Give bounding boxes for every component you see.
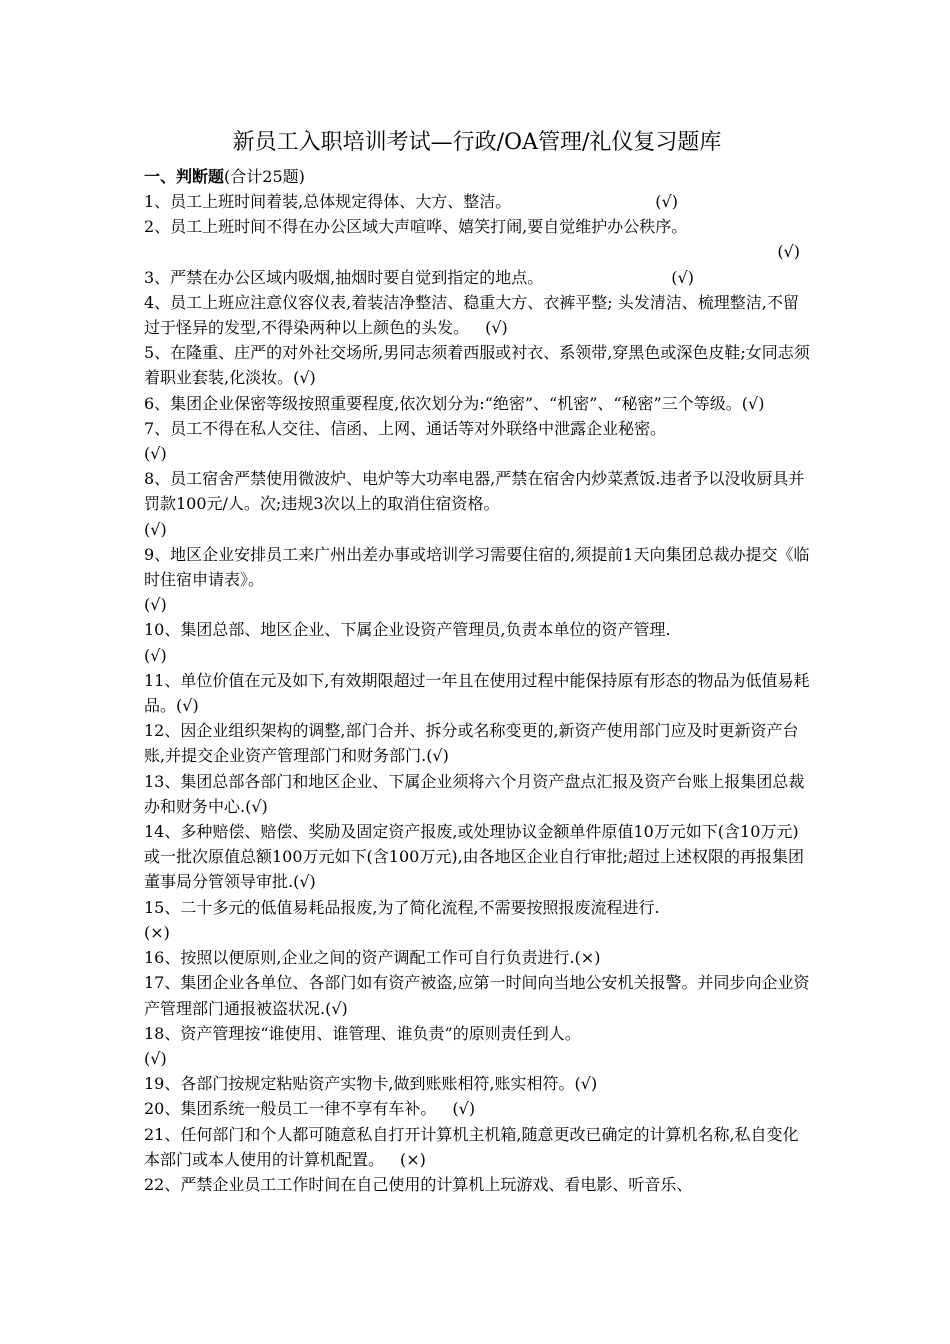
question-item	[144, 214, 810, 264]
answer-mark: (√)	[176, 696, 199, 716]
question-text: 7、员工不得在私人交往、信函、上网、通话等对外联络中泄露企业秘密。	[144, 418, 667, 438]
answer-mark: (√)	[144, 519, 167, 539]
question-text: 12、因企业组织架构的调整,部门合并、拆分或名称变更的,新资产使用部门应及时更新资产台账,并提交企业资产管理部门和财务部门.	[144, 721, 799, 766]
question-item	[144, 895, 810, 945]
question-text: 11、单位价值在元及如下,有效期限超过一年且在使用过程中能保持原有形态的物品为低值易耗品。	[144, 670, 810, 716]
answer-mark: (×)	[574, 948, 601, 968]
answer-mark: (√)	[671, 267, 694, 287]
question-text: 14、多种赔偿、赔偿、奖励及固定资产报废,或处理协议金额单件原值10万元如下(含10万元)或一批次原值总额100万元如下(含100万元),由各地区企业自行审批;超过上述权限的再报集团董事局分管领导审批.	[144, 822, 805, 892]
question-text: 4、员工上班应注意仪容仪表,着装洁净整洁、稳重大方、衣裤平整; 头发清洁、梳理整洁,不留过于怪异的发型,不得染两种以上颜色的头发。	[144, 292, 799, 338]
question-text: 9、地区企业安排员工来广州出差办事或培训学习需要住宿的,须提前1天向集团总裁办提交《临时住宿申请表》。	[144, 544, 810, 590]
answer-mark: (√)	[293, 368, 316, 388]
answer-mark: (√)	[452, 1099, 476, 1119]
answer-mark: (√)	[574, 1074, 598, 1094]
question-item	[144, 391, 810, 416]
question-item	[144, 542, 810, 618]
question-item	[144, 970, 810, 1020]
answer-mark: (√)	[655, 192, 678, 211]
question-item	[144, 1122, 810, 1172]
answer-mark: (√)	[293, 872, 316, 892]
question-text: 17、集团企业各单位、各部门如有资产被盗,应第一时间向当地公安机关报警。并同步向企业资产管理部门通报被盗状况.	[144, 973, 810, 1018]
answer-mark: (√)	[144, 645, 167, 665]
question-text: 16、按照以便原则,企业之间的资产调配工作可自行负责进行.	[144, 948, 575, 968]
answer-mark: (×)	[400, 1149, 426, 1169]
answer-mark: (√)	[144, 444, 167, 464]
section-heading	[144, 164, 810, 189]
question-item	[144, 265, 810, 290]
question-item	[144, 769, 810, 819]
answer-mark: (×)	[144, 922, 170, 942]
answer-mark: (√)	[426, 746, 449, 766]
question-item	[144, 466, 810, 542]
answer-mark: (√)	[144, 595, 167, 615]
question-item	[144, 416, 810, 466]
question-text: 21、任何部门和个人都可随意私自打开计算机主机箱,随意更改已确定的计算机名称,私自变化本部门或本人使用的计算机配置。	[144, 1124, 799, 1169]
answer-mark: (√)	[777, 242, 800, 262]
section-label: 一、判断题	[144, 167, 225, 186]
answer-mark: (√)	[741, 393, 765, 413]
question-item	[144, 617, 810, 667]
question-text: 10、集团总部、地区企业、下属企业设资产管理员,负责本单位的资产管理.	[144, 620, 671, 640]
answer-mark: (√)	[325, 998, 348, 1018]
question-item	[144, 718, 810, 768]
answer-mark: (√)	[245, 796, 268, 816]
question-item	[144, 668, 810, 718]
question-item	[144, 819, 810, 895]
question-item	[144, 1172, 810, 1197]
question-text: 13、集团总部各部门和地区企业、下属企业须将六个月资产盘点汇报及资产台账上报集团总裁办和财务中心.	[144, 771, 805, 816]
question-text: 22、严禁企业员工工作时间在自己使用的计算机上玩游戏、看电影、听音乐、	[144, 1174, 693, 1194]
question-item	[144, 1021, 810, 1071]
question-text: 18、资产管理按“谁使用、谁管理、谁负责”的原则责任到人。	[144, 1023, 581, 1043]
question-text: 3、严禁在办公区域内吸烟,抽烟时要自觉到指定的地点。	[144, 267, 544, 287]
section-note: (合计25题)	[224, 167, 305, 186]
question-item	[144, 1096, 810, 1121]
question-text: 2、员工上班时间不得在办公区域大声喧哗、嬉笑打闹,要自觉维护办公秩序。	[144, 217, 688, 237]
question-list	[144, 189, 810, 1197]
question-item	[144, 1071, 810, 1096]
document-title: 新员工入职培训考试—行政/OA管理/礼仪复习题库	[232, 130, 722, 155]
question-text: 8、员工宿舍严禁使用微波炉、电炉等大功率电器,严禁在宿舍内炒菜煮饭.违者予以没收厨具并罚款100元/人。次;违规3次以上的取消住宿资格。	[144, 469, 805, 514]
question-text: 20、集团系统一般员工一律不享有车补。	[144, 1099, 437, 1119]
question-text: 19、各部门按规定粘贴资产实物卡,做到账账相符,账实相符。	[144, 1074, 575, 1094]
question-item	[144, 290, 810, 340]
answer-mark: (√)	[144, 1048, 167, 1068]
question-item	[144, 189, 810, 214]
question-item	[144, 340, 810, 390]
question-text: 5、在隆重、庄严的对外社交场所,男同志须着西服或衬衣、系领带,穿黑色或深色皮鞋;女同志须着职业套装,化淡妆。	[144, 343, 810, 388]
question-item	[144, 945, 810, 970]
question-text: 6、集团企业保密等级按照重要程度,依次划分为:“绝密”、“机密”、“秘密”三个等级。	[144, 393, 742, 413]
question-text: 15、二十多元的低值易耗品报废,为了简化流程,不需要按照报废流程进行.	[144, 897, 660, 917]
question-text: 1、员工上班时间着装,总体规定得体、大方、整洁。	[144, 192, 512, 211]
answer-mark: (√)	[485, 318, 508, 338]
